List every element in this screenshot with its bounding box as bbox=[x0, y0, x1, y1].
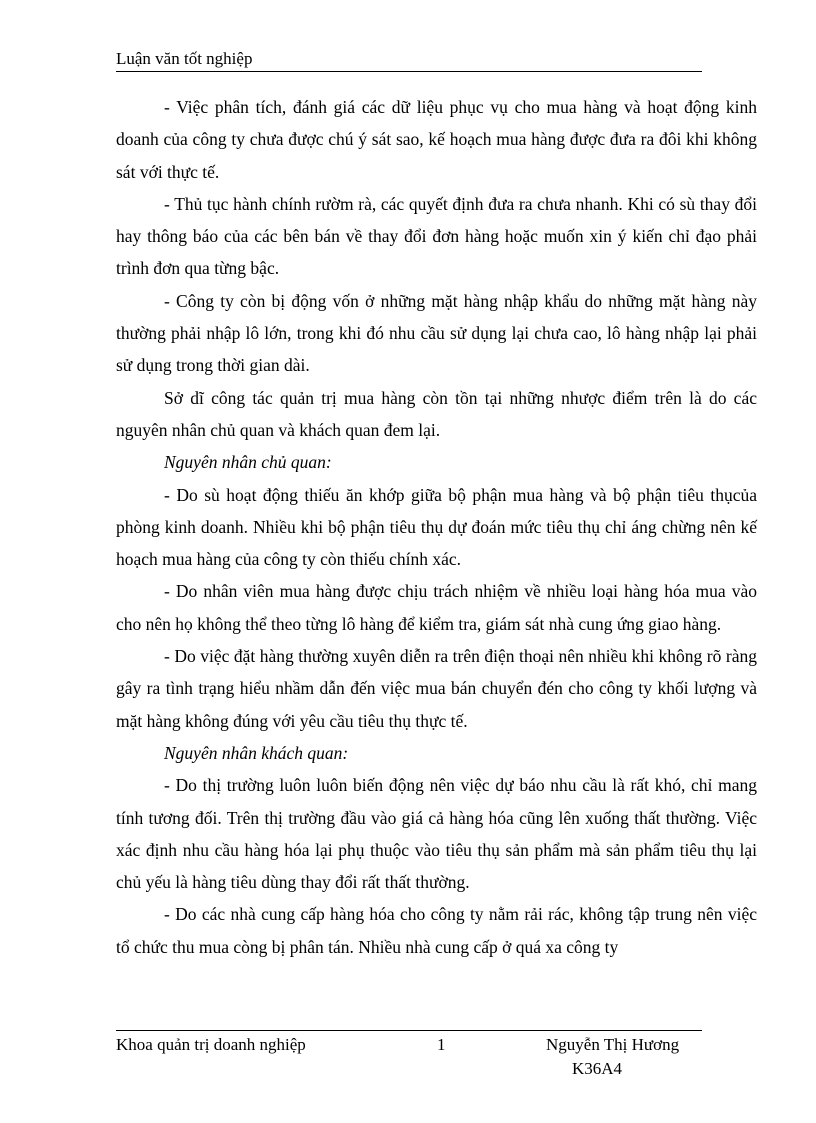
header-title: Luận văn tốt nghiệp bbox=[116, 49, 253, 68]
paragraph: - Do việc đặt hàng thường xuyên diễn ra trên điện thoại nên nhiều khi không rõ ràng gây ra tình trạng hiểu nhầm dẫn đến việc mua bán chuyển đén cho công ty khối lượng và mặt hàng không đúng với yêu cầu tiêu thụ thực tế. bbox=[116, 646, 757, 731]
page-number: 1 bbox=[437, 1035, 446, 1054]
footer-divider bbox=[116, 1030, 702, 1031]
document-body bbox=[116, 91, 757, 963]
footer-author: Nguyễn Thị Hương bbox=[546, 1035, 680, 1054]
paragraph: - Do sù hoạt động thiếu ăn khớp giữa bộ phận mua hàng và bộ phận tiêu thụcủa phòng kinh doanh. Nhiều khi bộ phận tiêu thụ dự đoán mức tiêu thụ chỉ áng chừng nên kế hoạch mua hàng của công ty còn thiếu chính xác. bbox=[116, 484, 757, 570]
paragraph: - Do thị trường luôn luôn biến động nên việc dự báo nhu cầu là rất khó, chỉ mang tính tương đối. Trên thị trường đầu vào giá cả hàng hóa cũng lên xuống thất thường. Việc xác định nhu cầu hàng hóa lại phụ thuộc vào tiêu thụ sản phẩm mà sản phẩm tiêu thụ lại chủ yếu là hàng tiêu dùng thay đổi rất thất thường. bbox=[116, 775, 757, 893]
paragraph: - Việc phân tích, đánh giá các dữ liệu phục vụ cho mua hàng và hoạt động kinh doanh của công ty chưa được chú ý sát sao, kế hoạch mua hàng được đưa ra đôi khi không sát với thực tế. bbox=[116, 97, 757, 182]
paragraph: - Do các nhà cung cấp hàng hóa cho công ty nằm rải rác, không tập trung nên việc tổ chức thu mua còng bị phân tán. Nhiều nhà cung cấp ở quá xa công ty bbox=[116, 904, 757, 957]
paragraph: - Thủ tục hành chính rườm rà, các quyết định đưa ra chưa nhanh. Khi có sù thay đổi hay thông báo của các bên bán về thay đổi đơn hàng hoặc muốn xin ý kiến chỉ đạo phải trình đơn qua từng bậc. bbox=[116, 193, 757, 279]
footer-department: Khoa quản trị doanh nghiệp bbox=[116, 1035, 306, 1054]
footer-class: K36A4 bbox=[572, 1059, 623, 1078]
paragraph: - Công ty còn bị động vốn ở những mặt hàng nhập khẩu do những mặt hàng này thường phải nhập lô lớn, trong khi đó nhu cầu sử dụng lại chưa cao, lô hàng nhập lại phải sử dụng trong thời gian dài. bbox=[116, 290, 757, 376]
page-header bbox=[116, 48, 702, 72]
paragraph: - Do nhân viên mua hàng được chịu trách nhiệm về nhiều loại hàng hóa mua vào cho nên họ không thể theo từng lô hàng để kiểm tra, giám sát nhà cung ứng giao hàng. bbox=[116, 581, 757, 634]
section-heading-subjective: Nguyên nhân chủ quan: bbox=[164, 452, 332, 473]
paragraph: Sở dĩ công tác quản trị mua hàng còn tồn tại những nhược điểm trên là do các nguyên nhân chủ quan và khách quan đem lại. bbox=[116, 387, 757, 440]
section-heading-objective: Nguyên nhân khách quan: bbox=[164, 742, 349, 763]
